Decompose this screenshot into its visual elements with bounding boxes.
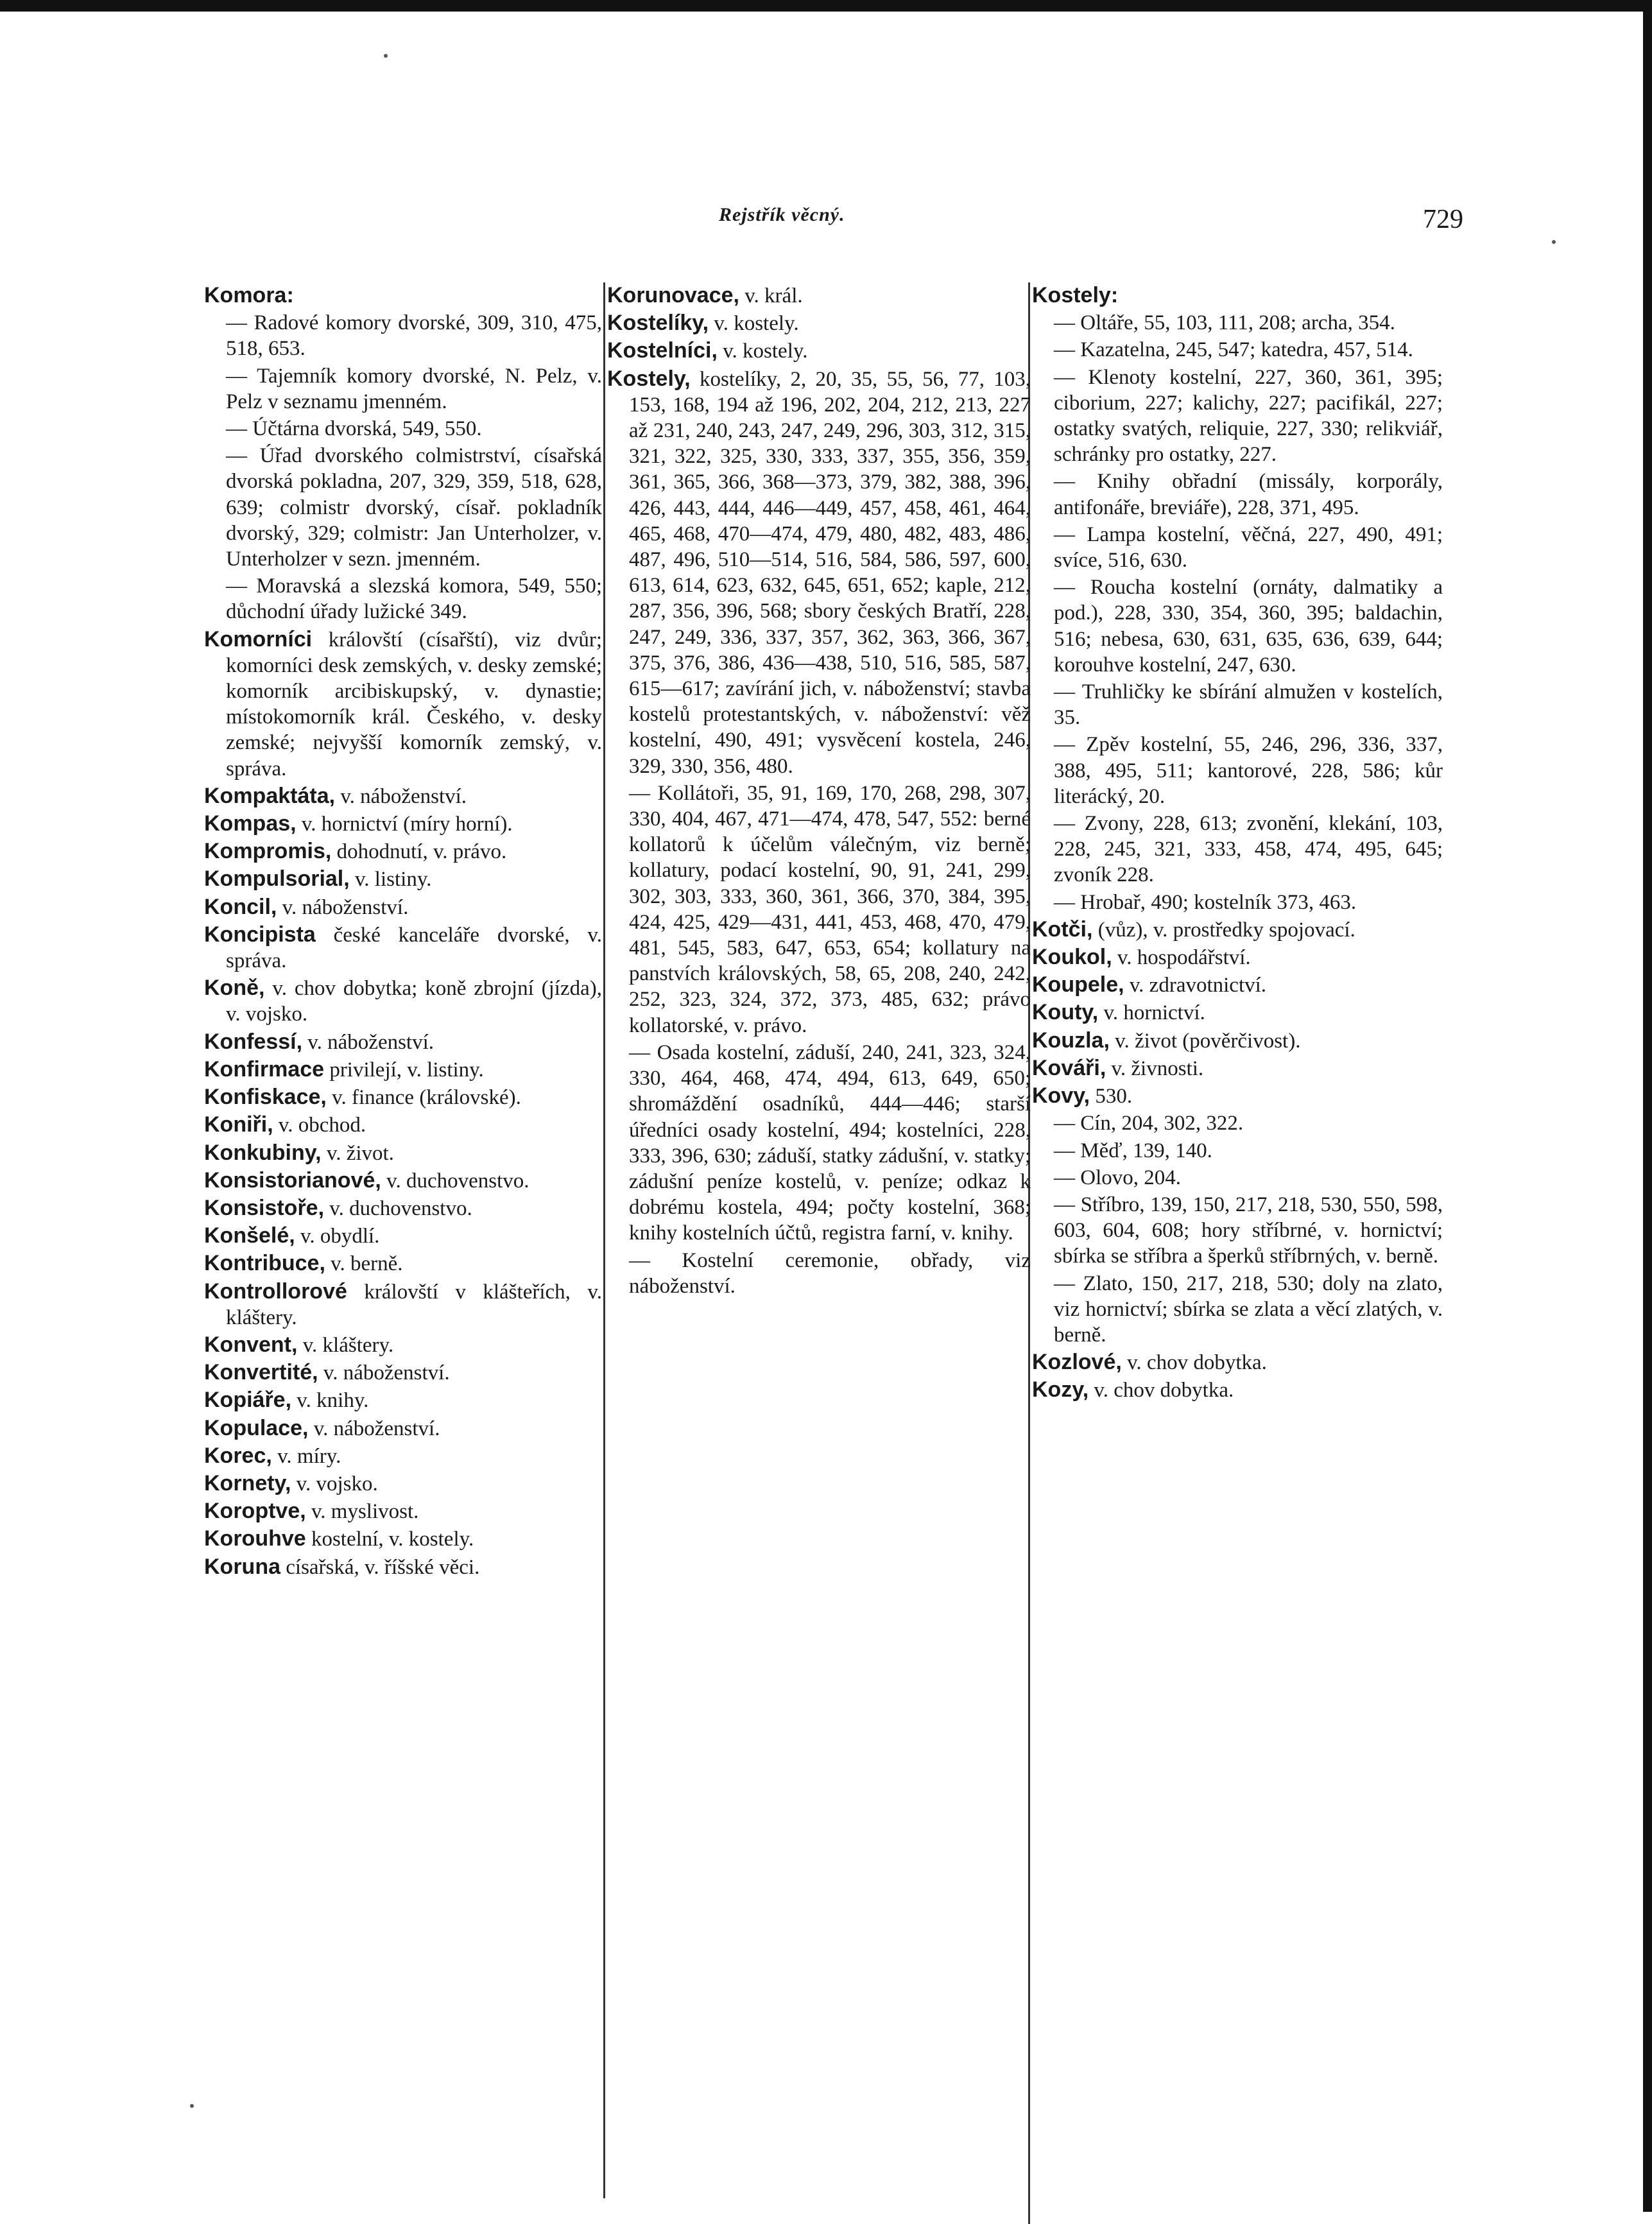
entry-line [204, 1332, 602, 1358]
entry-text: privilejí, v. listiny. [324, 1058, 484, 1082]
entry-line [204, 1470, 602, 1497]
index-entry [204, 1332, 602, 1358]
entry-text: — Olovo, 204. [1054, 1166, 1181, 1189]
entry-line [607, 1040, 1031, 1246]
entry-line [1032, 811, 1443, 888]
index-entry [204, 1250, 602, 1277]
entry-headword: Kovy, [1032, 1083, 1090, 1108]
index-entry [1032, 944, 1443, 970]
index-column-1 [204, 282, 602, 1582]
index-entry [204, 1526, 602, 1552]
entry-line [204, 363, 602, 415]
entry-headword: Kouzla, [1032, 1028, 1110, 1053]
entry-text: — Truhličky ke sbírání almužen v kostelích, 35. [1054, 680, 1443, 730]
index-entry [204, 1168, 602, 1194]
entry-line [204, 310, 602, 361]
entry-line [204, 1526, 602, 1552]
entry-line [1032, 282, 1443, 309]
index-entry [607, 338, 1031, 364]
entry-line [204, 573, 602, 625]
entry-line [1032, 917, 1443, 943]
entry-line [204, 1223, 602, 1249]
entry-line [204, 1195, 602, 1221]
index-entry [1032, 282, 1443, 309]
index-entry [1032, 917, 1443, 943]
entry-text: — Moravská a slezská komora, 549, 550; důchodní úřady lužické 349. [226, 574, 602, 624]
entry-headword: Koruna [204, 1554, 280, 1579]
index-entry [204, 1112, 602, 1138]
index-column-2 [607, 282, 1031, 1300]
index-entry [204, 811, 602, 837]
entry-line [1032, 310, 1443, 336]
entry-text: — Cín, 204, 302, 322. [1054, 1112, 1244, 1135]
index-entry [204, 1084, 602, 1110]
index-subentry [1032, 1110, 1443, 1136]
index-entry [204, 975, 602, 1027]
index-entry [204, 922, 602, 974]
entry-line [204, 1029, 602, 1055]
index-entry [204, 1195, 602, 1221]
index-entry [204, 1029, 602, 1055]
entry-headword: Kornety, [204, 1470, 291, 1496]
index-entry [1032, 999, 1443, 1026]
index-subentry [1032, 574, 1443, 678]
entry-line [204, 1250, 602, 1277]
entry-text: — Osada kostelní, záduší, 240, 241, 323, 324, 330, 464, 468, 474, 494, 613, 649, 650; shromáždění osadníků, 444—446; starší úředníci osady kostelní, 494; kostelníci, 228, 333, 396, 630; záduší, statky zádušní, v. statky; zádušní peníze kostelů, v. peníze; odkaz k dobrému kostela, 494; počty kostelní, 368; knihy kostelních účtů, registra farní, v. knihy. [629, 1040, 1031, 1245]
entry-text: — Stříbro, 139, 150, 217, 218, 530, 550, 598, 603, 604, 608; hory stříbrné, v. hornictví; sbírka se stříbra a šperků stříbrných, v. berně. [1054, 1193, 1443, 1268]
index-entry [204, 1498, 602, 1524]
entry-text: v. život. [321, 1141, 394, 1165]
entry-text: — Oltáře, 55, 103, 111, 208; archa, 354. [1054, 311, 1395, 335]
entry-text: v. náboženství. [335, 784, 467, 808]
index-entry [1032, 1028, 1443, 1054]
entry-text: v. hospodářství. [1112, 946, 1251, 970]
entry-text: v. hornictví (míry horní). [296, 813, 513, 836]
entry-headword: Konsistorianové, [204, 1168, 381, 1193]
index-entry [1032, 1377, 1443, 1403]
entry-text: — Roucha kostelní (ornáty, dalmatiky a pod.), 228, 330, 354, 360, 395; baldachin, 516; nebesa, 630, 631, 635, 636, 639, 644; korouhve kostelní, 247, 630. [1054, 576, 1443, 677]
index-subentry [1032, 337, 1443, 363]
index-entry [1032, 972, 1443, 998]
index-entry [204, 282, 602, 309]
entry-text: královští v klášteřích, v. kláštery. [226, 1280, 602, 1329]
entry-text: — Tajemník komory dvorské, N. Pelz, v. Pelz v seznamu jmenném. [226, 364, 602, 413]
index-entry [204, 894, 602, 920]
entry-text: v. náboženství. [318, 1361, 450, 1385]
column-rule [603, 282, 605, 2198]
entry-line [204, 838, 602, 865]
entry-text: — Hrobař, 490; kostelník 373, 463. [1054, 890, 1357, 914]
entry-text: — Měď, 139, 140. [1054, 1139, 1212, 1162]
entry-text: — Knihy obřadní (missály, korporály, antifonáře, breviáře), 228, 371, 495. [1054, 470, 1443, 519]
entry-line [607, 780, 1031, 1039]
entry-text: v. myslivost. [305, 1500, 419, 1524]
entry-text: v. král. [739, 284, 803, 307]
index-entry [607, 310, 1031, 336]
entry-text: české kanceláře dvorské, v. správa. [226, 923, 602, 973]
entry-text: — Radové komory dvorské, 309, 310, 475, 518, 653. [226, 311, 602, 361]
entry-line [1032, 337, 1443, 363]
entry-line [204, 1056, 602, 1083]
index-subentry [1032, 469, 1443, 520]
entry-line [204, 975, 602, 1027]
entry-headword: Konkubiny, [204, 1140, 322, 1165]
entry-headword: Kopulace, [204, 1415, 309, 1440]
index-subentry [204, 310, 602, 361]
entry-text: v. obydlí. [295, 1225, 380, 1248]
entry-text: v. živnosti. [1106, 1056, 1204, 1080]
scan-speck [1552, 240, 1556, 244]
index-entry [1032, 1349, 1443, 1375]
index-subentry [1032, 679, 1443, 730]
entry-headword: Koncil, [204, 894, 277, 919]
entry-line [204, 1387, 602, 1413]
entry-text: — Účtárna dvorská, 549, 550. [226, 417, 482, 441]
entry-headword: Kontrollorové [204, 1279, 347, 1304]
entry-line [204, 866, 602, 892]
entry-text: — Kostelní ceremonie, obřady, viz náboženství. [629, 1248, 1031, 1298]
entry-headword: Kozlové, [1032, 1350, 1122, 1375]
entry-text: v. náboženství. [308, 1417, 440, 1440]
entry-line [204, 1084, 602, 1110]
entry-line [607, 338, 1031, 364]
scan-speck [190, 2104, 194, 2108]
index-entry [204, 1223, 602, 1249]
entry-headword: Kostelíky, [607, 311, 709, 336]
entry-text: — Úřad dvorského colmistrství, císařská dvorská pokladna, 207, 329, 359, 518, 628, 639; colmistr dvorský, císař. pokladník dvorský, 329; colmistr: Jan Unterholzer, v. Unterholzer v sezn. jmenném. [226, 444, 602, 571]
scan-speck [384, 54, 388, 58]
index-column-3 [1032, 282, 1443, 1405]
entry-line [1032, 1192, 1443, 1270]
index-entry [607, 282, 1031, 309]
entry-text: v. chov dobytka; koně zbrojní (jízda), v. vojsko. [226, 977, 602, 1026]
index-entry [204, 866, 602, 892]
entry-line [204, 783, 602, 809]
index-entry [204, 1140, 602, 1166]
index-entry [204, 1443, 602, 1469]
entry-text: v. život (pověrčivost). [1109, 1029, 1301, 1053]
entry-headword: Kotči, [1032, 917, 1093, 942]
page-number: 729 [1423, 205, 1463, 234]
entry-text: — Zpěv kostelní, 55, 246, 296, 336, 337, 388, 495, 511; kantorové, 228, 586; kůr literácký, 20. [1054, 733, 1443, 808]
index-entry [204, 783, 602, 809]
index-subentry [1032, 1138, 1443, 1164]
entry-headword: Konvent, [204, 1332, 298, 1357]
entry-headword: Kováři, [1032, 1055, 1106, 1080]
index-entry [204, 1554, 602, 1580]
entry-text: císařská, v. říšské věci. [280, 1555, 480, 1579]
entry-text: v. hornictví. [1098, 1001, 1205, 1025]
entry-line [204, 416, 602, 442]
entry-text: v. berně. [325, 1252, 403, 1276]
entry-text: v. chov dobytka. [1088, 1379, 1234, 1402]
scan-top-border [0, 0, 1652, 12]
entry-line [1032, 1138, 1443, 1164]
index-subentry [1032, 522, 1443, 573]
entry-headword: Kompulsorial, [204, 866, 350, 892]
entry-line [1032, 732, 1443, 809]
entry-line [1032, 999, 1443, 1026]
entry-headword: Korec, [204, 1443, 272, 1468]
entry-line [1032, 574, 1443, 678]
entry-headword: Kozy, [1032, 1377, 1089, 1402]
entry-headword: Kostely, [607, 366, 691, 391]
index-subentry [204, 573, 602, 625]
entry-line [204, 626, 602, 782]
entry-line [204, 1498, 602, 1524]
entry-line [204, 1168, 602, 1194]
entry-text: v. kostely. [709, 312, 799, 336]
entry-line [1032, 469, 1443, 520]
index-subentry [1032, 811, 1443, 888]
index-entry [1032, 1055, 1443, 1082]
entry-text: 530. [1090, 1085, 1133, 1108]
entry-text: královští (císařští), viz dvůr; komorníci desk zemských, v. desky zemské; komorník arcibiskupský, v. dynastie; místokomorník král. Českého, v. desky zemské; nejvyšší komorník zemský, v. správa. [226, 628, 602, 780]
entry-line [204, 811, 602, 837]
index-subentry [1032, 1271, 1443, 1349]
index-subentry [1032, 365, 1443, 468]
entry-headword: Kompas, [204, 811, 297, 836]
entry-text: v. duchovenstvo. [324, 1196, 472, 1220]
entry-line [204, 1359, 602, 1386]
entry-text: dohodnutí, v. právo. [331, 840, 507, 864]
entry-headword: Kouty, [1032, 1000, 1099, 1025]
entry-headword: Koroptve, [204, 1499, 306, 1524]
index-entry [204, 1415, 602, 1442]
entry-headword: Konfessí, [204, 1029, 303, 1054]
scan-right-border [1643, 0, 1652, 2212]
index-entry [1032, 1083, 1443, 1109]
entry-line [204, 922, 602, 974]
entry-headword: Konsistoře, [204, 1195, 325, 1220]
entry-text: v. obchod. [273, 1114, 366, 1137]
entry-line [607, 1248, 1031, 1299]
index-subentry [1032, 1192, 1443, 1270]
entry-line [1032, 679, 1443, 730]
entry-line [1032, 1377, 1443, 1403]
entry-line [204, 282, 602, 309]
entry-headword: Korouhve [204, 1526, 306, 1551]
entry-text: v. knihy. [291, 1389, 369, 1413]
entry-text: v. náboženství. [302, 1030, 435, 1054]
index-entry [204, 1279, 602, 1331]
entry-headword: Komorníci [204, 626, 313, 651]
entry-text: v. kostely. [717, 340, 808, 363]
entry-headword: Kopiáře, [204, 1388, 292, 1413]
entry-text: v. zdravotnictví. [1124, 974, 1267, 997]
index-subentry [204, 443, 602, 572]
entry-line [1032, 1165, 1443, 1191]
entry-line [204, 1140, 602, 1166]
index-subentry [1032, 732, 1443, 809]
entry-line [1032, 365, 1443, 468]
entry-text: v. duchovenstvo. [381, 1169, 529, 1193]
entry-line [204, 1112, 602, 1138]
entry-line [204, 894, 602, 920]
index-subentry [607, 780, 1031, 1039]
entry-line [607, 282, 1031, 309]
entry-headword: Koně, [204, 976, 265, 1001]
entry-headword: Korunovace, [607, 283, 739, 307]
index-subentry [1032, 1165, 1443, 1191]
entry-headword: Konfiskace, [204, 1085, 327, 1110]
index-subentry [204, 416, 602, 442]
entry-text: kostelní, v. kostely. [305, 1528, 474, 1551]
entry-text: v. kláštery. [297, 1333, 394, 1357]
entry-text: — Zlato, 150, 217, 218, 530; doly na zlato, viz hornictví; sbírka se zlata a věcí zlatých, v. berně. [1054, 1271, 1443, 1347]
entry-headword: Kostelníci, [607, 338, 718, 363]
entry-line [1032, 1349, 1443, 1375]
entry-text: kostelíky, 2, 20, 35, 55, 56, 77, 103, 153, 168, 194 až 196, 202, 204, 212, 213, 227 až 231, 240, 243, 247, 249, 296, 303, 312, 315, 321, 322, 325, 330, 333, 337, 355, 356, 359, 361, 365, 366, 368—373, 379, 382, 388, 396, 426, 443, 444, 446—449, 457, 458, 461, 464, 465, 468, 470—474, 479, 480, 482, 483, 486, 487, 496, 510—514, 516, 584, 586, 597, 600, 613, 614, 623, 632, 645, 651, 652; kaple, 212, 287, 356, 396, 568; sbory českých Bratří, 228, 247, 249, 336, 337, 357, 362, 363, 366, 367, 375, 376, 386, 436—438, 510, 516, 585, 587, 615—617; zavírání jich, v. náboženství; stavba kostelů protestantských, v. náboženství: věž kostelní, 490, 491; vysvěcení kostela, 246, 329, 330, 356, 480. [629, 367, 1031, 778]
entry-headword: Koukol, [1032, 945, 1112, 970]
entry-line [204, 1415, 602, 1442]
entry-text: v. míry. [271, 1444, 341, 1468]
running-title: Rejstřík věcný. [719, 204, 845, 225]
entry-line [1032, 1055, 1443, 1082]
index-subentry [607, 1248, 1031, 1299]
index-entry [204, 626, 602, 782]
entry-text: v. chov dobytka. [1121, 1351, 1267, 1375]
index-entry [204, 1470, 602, 1497]
entry-text: — Zvony, 228, 613; zvonění, klekání, 103, 228, 245, 321, 333, 458, 474, 495, 645; zvoník 228. [1054, 812, 1443, 887]
entry-text: v. náboženství. [277, 895, 409, 919]
index-entry [204, 838, 602, 865]
entry-line [204, 1279, 602, 1331]
entry-line [607, 310, 1031, 336]
entry-text: v. finance (královské). [326, 1086, 521, 1110]
index-entry [204, 1387, 602, 1413]
entry-line [204, 1554, 602, 1580]
entry-headword: Kostely: [1032, 283, 1119, 307]
index-subentry [1032, 310, 1443, 336]
entry-headword: Komora: [204, 283, 294, 307]
entry-headword: Kontribuce, [204, 1251, 325, 1276]
index-entry [607, 366, 1031, 779]
entry-headword: Koncipista [204, 922, 316, 947]
entry-line [1032, 1028, 1443, 1054]
entry-line [1032, 1110, 1443, 1136]
entry-headword: Koupele, [1032, 972, 1124, 997]
index-subentry [607, 1040, 1031, 1246]
entry-text: v. listiny. [349, 868, 432, 892]
entry-text: v. vojsko. [291, 1472, 378, 1496]
index-entry [204, 1056, 602, 1083]
entry-headword: Konšelé, [204, 1223, 295, 1248]
entry-line [1032, 944, 1443, 970]
index-subentry [1032, 890, 1443, 915]
entry-line [1032, 522, 1443, 573]
entry-line [204, 1443, 602, 1469]
entry-line [1032, 1083, 1443, 1109]
entry-line [204, 443, 602, 572]
entry-headword: Kompromis, [204, 839, 332, 864]
entry-text: — Lampa kostelní, věčná, 227, 490, 491; svíce, 516, 630. [1054, 522, 1443, 573]
entry-headword: Koniři, [204, 1112, 273, 1137]
entry-text: — Kazatelna, 245, 547; katedra, 457, 514. [1054, 338, 1413, 362]
entry-text: (vůz), v. prostředky spojovací. [1092, 918, 1355, 942]
entry-line [1032, 972, 1443, 998]
entry-headword: Konfirmace [204, 1056, 325, 1082]
entry-headword: Kompaktáta, [204, 783, 336, 808]
index-entry [204, 1359, 602, 1386]
entry-line [1032, 1271, 1443, 1349]
entry-text: — Klenoty kostelní, 227, 360, 361, 395; ciborium, 227; kalichy, 227; pacifikál, 227; ostatky svatých, reliquie, 227, 330; relikviář, schránky pro ostatky, 227. [1054, 365, 1443, 467]
entry-line [607, 366, 1031, 779]
entry-line [1032, 890, 1443, 915]
index-subentry [204, 363, 602, 415]
entry-headword: Konvertité, [204, 1360, 318, 1385]
entry-text: — Kollátoři, 35, 91, 169, 170, 268, 298, 307, 330, 404, 467, 471—474, 478, 547, 552: berné kollatorů k účelům válečným, viz berně; kollatury, podací kostelní, 90, 91, 241, 299, 302, 303, 333, 360, 361, 366, 370, 384, 395, 424, 425, 429—431, 441, 453, 468, 470, 479, 481, 545, 583, 647, 653, 654; kollatury na panstvích královských, 58, 65, 208, 240, 242, 252, 323, 324, 372, 373, 485, 632; právo kollatorské, v. právo. [629, 781, 1031, 1037]
